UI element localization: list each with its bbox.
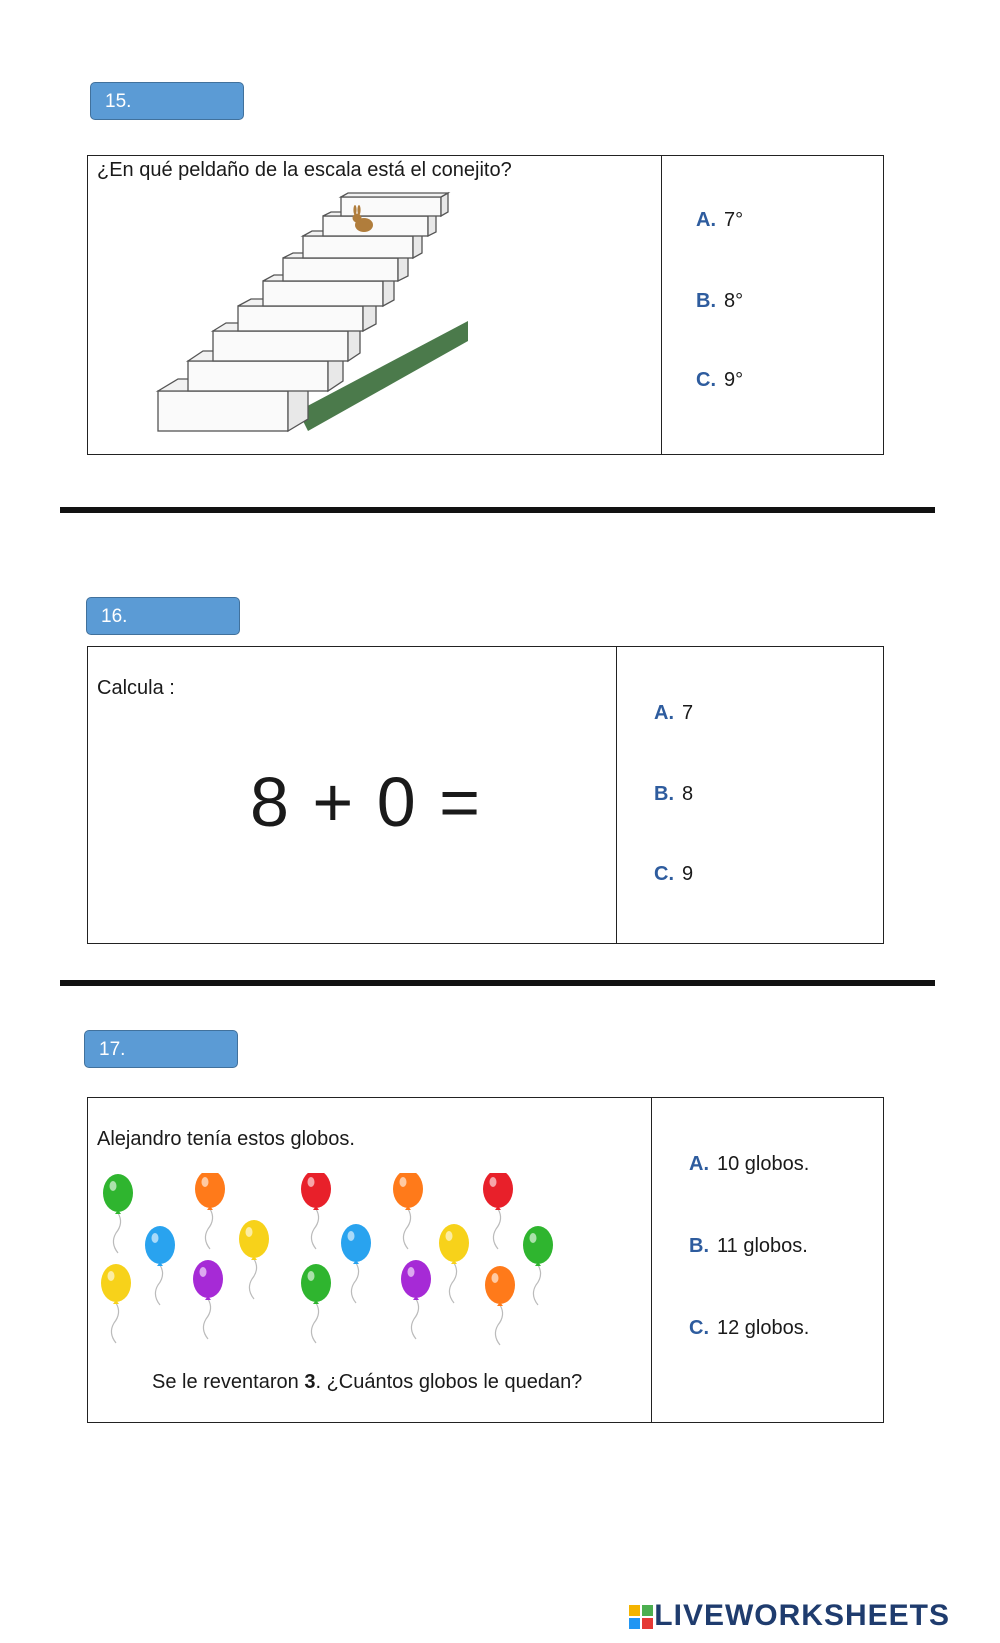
question-box-17 bbox=[87, 1097, 884, 1423]
column-divider bbox=[616, 647, 617, 943]
question-number-badge bbox=[90, 82, 244, 120]
option-c[interactable]: C. 9° bbox=[696, 369, 744, 391]
question-prompt: ¿En qué peldaño de la escala está el conejito? bbox=[97, 159, 512, 181]
question-number-badge bbox=[84, 1030, 238, 1068]
balloon-icon bbox=[195, 1173, 225, 1249]
balloon-icon bbox=[101, 1264, 131, 1343]
option-c[interactable]: C. 12 globos. bbox=[689, 1317, 810, 1339]
question-box-15 bbox=[87, 155, 884, 455]
column-divider bbox=[651, 1098, 652, 1422]
section-divider bbox=[60, 507, 935, 513]
balloon-icon bbox=[103, 1174, 133, 1253]
balloon-icon bbox=[239, 1220, 269, 1299]
liveworksheets-logo: LIVEWORKSHEETS bbox=[628, 1599, 950, 1633]
balloon-icon bbox=[145, 1226, 175, 1305]
column-divider bbox=[661, 156, 662, 454]
question-box-16 bbox=[87, 646, 884, 944]
option-b[interactable]: B. 8 bbox=[654, 783, 694, 805]
balloon-icon bbox=[523, 1226, 553, 1305]
option-b[interactable]: B. 11 globos. bbox=[689, 1235, 808, 1257]
question-number: 17. bbox=[99, 1039, 126, 1060]
option-a[interactable]: A. 10 globos. bbox=[689, 1153, 810, 1175]
option-c[interactable]: C. 9 bbox=[654, 863, 694, 885]
question-number-badge bbox=[86, 597, 240, 635]
question-prompt: Calcula : bbox=[97, 677, 175, 699]
section-divider bbox=[60, 980, 935, 986]
balloon-icon bbox=[393, 1173, 423, 1249]
balloon-icon bbox=[341, 1224, 371, 1303]
balloon-icon bbox=[485, 1266, 515, 1345]
option-b[interactable]: B. 8° bbox=[696, 290, 744, 312]
balloon-icon bbox=[193, 1260, 223, 1339]
balloons-image bbox=[98, 1173, 558, 1353]
option-a[interactable]: A. 7° bbox=[696, 209, 744, 231]
balloon-icon bbox=[401, 1260, 431, 1339]
balloon-icon bbox=[301, 1173, 331, 1249]
balloon-icon bbox=[439, 1224, 469, 1303]
option-a[interactable]: A. 7 bbox=[654, 702, 694, 724]
staircase-image bbox=[148, 181, 478, 451]
question-followup: Se le reventaron 3. ¿Cuántos globos le quedan? bbox=[152, 1371, 583, 1393]
equation: 8 + 0 = bbox=[250, 763, 482, 841]
balloon-icon bbox=[483, 1173, 513, 1249]
question-number: 16. bbox=[101, 606, 128, 627]
question-prompt: Alejandro tenía estos globos. bbox=[97, 1128, 355, 1150]
question-number: 15. bbox=[105, 91, 132, 112]
balloon-icon bbox=[301, 1264, 331, 1343]
